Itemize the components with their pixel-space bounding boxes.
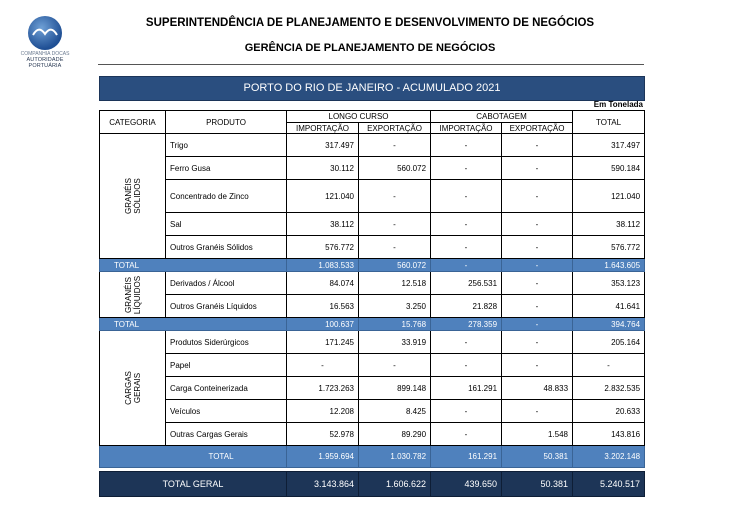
subtotal-cab-importacao: -	[431, 259, 502, 272]
cell-cab-exportacao: -	[502, 272, 573, 295]
subtotal-row	[100, 318, 645, 331]
cell-cab-exportacao: -	[502, 331, 573, 354]
subtotal-label: TOTAL	[100, 259, 287, 272]
product-name: Concentrado de Zinco	[166, 180, 287, 213]
cell-lc-importacao: 121.040	[287, 180, 359, 213]
cell-cab-exportacao: -	[502, 400, 573, 423]
cell-lc-importacao: 38.112	[287, 213, 359, 236]
category-label	[124, 166, 142, 226]
cell-lc-importacao: 16.563	[287, 295, 359, 318]
table-row	[100, 180, 645, 213]
product-name: Veículos	[166, 400, 287, 423]
header-produto: PRODUTO	[166, 111, 287, 134]
cell-lc-exportacao: -	[359, 180, 431, 213]
header-lc-exportacao: EXPORTAÇÃO	[359, 123, 431, 134]
cell-cab-importacao: -	[431, 354, 502, 377]
subtotal-lc-exportacao: 15.768	[359, 318, 431, 331]
page-subtitle: GERÊNCIA DE PLANEJAMENTO DE NEGÓCIOS	[244, 42, 496, 54]
cell-lc-importacao: 30.112	[287, 157, 359, 180]
product-name: Ferro Gusa	[166, 157, 287, 180]
cell-lc-exportacao: 12.518	[359, 272, 431, 295]
report-banner: PORTO DO RIO DE JANEIRO - ACUMULADO 2021	[99, 76, 645, 101]
cell-cab-exportacao: 1.548	[502, 423, 573, 446]
cell-total: 41.641	[573, 295, 645, 318]
product-name: Derivados / Álcool	[166, 272, 287, 295]
subtotal-label: TOTAL	[100, 446, 287, 468]
cell-cab-exportacao: -	[502, 354, 573, 377]
cell-cab-exportacao: -	[502, 213, 573, 236]
subtotal-lc-importacao: 1.959.694	[287, 446, 359, 468]
product-name: Outros Granéis Líquidos	[166, 295, 287, 318]
category-label	[124, 358, 142, 418]
cell-cab-importacao: 161.291	[431, 377, 502, 400]
subtotal-total: 394.764	[573, 318, 645, 331]
cell-cab-exportacao: 48.833	[502, 377, 573, 400]
product-name: Carga Conteinerizada	[166, 377, 287, 400]
subtotal-cab-exportacao: -	[502, 259, 573, 272]
header-cabotagem: CABOTAGEM	[431, 111, 573, 123]
subtotal-total: 3.202.148	[573, 446, 645, 468]
subtotal-label: TOTAL	[100, 318, 287, 331]
category-label-line: GRANÉIS	[123, 276, 133, 313]
unit-label: Em Tonelada	[593, 100, 643, 109]
category-cell	[100, 134, 166, 259]
cell-lc-importacao: 1.723.263	[287, 377, 359, 400]
cell-total: -	[573, 354, 645, 377]
cell-cab-importacao: -	[431, 180, 502, 213]
cell-total: 317.497	[573, 134, 645, 157]
cell-total: 2.832.535	[573, 377, 645, 400]
cell-lc-exportacao: -	[359, 134, 431, 157]
cell-lc-importacao: 171.245	[287, 331, 359, 354]
subtotal-lc-importacao: 1.083.533	[287, 259, 359, 272]
table-row	[100, 213, 645, 236]
cell-cab-importacao: 21.828	[431, 295, 502, 318]
category-label-line: CARGAS	[123, 371, 133, 405]
subtotal-cab-exportacao: 50.381	[502, 446, 573, 468]
header-lc-importacao: IMPORTAÇÃO	[287, 123, 359, 134]
table-row	[100, 331, 645, 354]
subtotal-cab-importacao: 161.291	[431, 446, 502, 468]
wave-icon	[32, 26, 58, 40]
company-logo	[10, 16, 80, 68]
product-name: Sal	[166, 213, 287, 236]
cell-lc-importacao: -	[287, 354, 359, 377]
cell-total: 205.164	[573, 331, 645, 354]
cell-cab-exportacao: -	[502, 236, 573, 259]
cell-lc-exportacao: 3.250	[359, 295, 431, 318]
header-divider	[98, 64, 644, 65]
cell-cab-importacao: -	[431, 400, 502, 423]
table-row	[100, 354, 645, 377]
table-row	[100, 272, 645, 295]
product-name: Outros Granéis Sólidos	[166, 236, 287, 259]
header-cab-importacao: IMPORTAÇÃO	[431, 123, 502, 134]
cell-total: 353.123	[573, 272, 645, 295]
grand-total-total: 5.240.517	[573, 472, 645, 497]
header-total: TOTAL	[573, 111, 645, 134]
table-row	[100, 400, 645, 423]
product-name: Outras Cargas Gerais	[166, 423, 287, 446]
grand-total-label: TOTAL GERAL	[100, 472, 287, 497]
cell-total: 576.772	[573, 236, 645, 259]
cargo-table	[99, 110, 645, 497]
category-cell	[100, 331, 166, 446]
category-label-line: LÍQUIDOS	[132, 275, 142, 314]
cell-cab-importacao: -	[431, 157, 502, 180]
cell-total: 20.633	[573, 400, 645, 423]
cell-lc-exportacao: -	[359, 354, 431, 377]
cell-total: 121.040	[573, 180, 645, 213]
category-label	[124, 272, 142, 318]
subtotal-cab-importacao: 278.359	[431, 318, 502, 331]
subtotal-lc-exportacao: 1.030.782	[359, 446, 431, 468]
table-row	[100, 134, 645, 157]
cell-lc-importacao: 12.208	[287, 400, 359, 423]
cell-lc-exportacao: 560.072	[359, 157, 431, 180]
cell-lc-exportacao: 33.919	[359, 331, 431, 354]
cell-total: 38.112	[573, 213, 645, 236]
subtotal-row	[100, 259, 645, 272]
subtotal-lc-importacao: 100.637	[287, 318, 359, 331]
cell-cab-importacao: -	[431, 423, 502, 446]
grand-total-row	[100, 472, 645, 497]
cell-lc-importacao: 52.978	[287, 423, 359, 446]
category-label-line: GRANÉIS	[123, 178, 133, 215]
table-row	[100, 423, 645, 446]
cell-cab-importacao: 256.531	[431, 272, 502, 295]
logo-name: AUTORIDADE PORTUÁRIA	[26, 57, 64, 69]
cell-total: 590.184	[573, 157, 645, 180]
grand-total-lc-importacao: 3.143.864	[287, 472, 359, 497]
category-label-line: SÓLIDOS	[132, 178, 142, 214]
cell-cab-importacao: -	[431, 134, 502, 157]
cell-lc-exportacao: 899.148	[359, 377, 431, 400]
subtotal-cab-exportacao: -	[502, 318, 573, 331]
table-row	[100, 157, 645, 180]
cell-total: 143.816	[573, 423, 645, 446]
table-row	[100, 295, 645, 318]
cell-lc-exportacao: -	[359, 213, 431, 236]
cell-lc-exportacao: -	[359, 236, 431, 259]
grand-total-lc-exportacao: 1.606.622	[359, 472, 431, 497]
header-cab-exportacao: EXPORTAÇÃO	[502, 123, 573, 134]
category-label-line: GERAIS	[132, 372, 142, 404]
grand-total-cab-exportacao: 50.381	[502, 472, 573, 497]
cell-cab-exportacao: -	[502, 134, 573, 157]
category-cell	[100, 272, 166, 318]
product-name: Trigo	[166, 134, 287, 157]
cell-cab-importacao: -	[431, 213, 502, 236]
grand-total-cab-importacao: 439.650	[431, 472, 502, 497]
product-name: Produtos Siderúrgicos	[166, 331, 287, 354]
cell-lc-importacao: 317.497	[287, 134, 359, 157]
cell-lc-exportacao: 8.425	[359, 400, 431, 423]
page-title: SUPERINTENDÊNCIA DE PLANEJAMENTO E DESENVOLVIMENTO DE NEGÓCIOS	[145, 17, 595, 29]
cell-cab-importacao: -	[431, 331, 502, 354]
cell-lc-importacao: 84.074	[287, 272, 359, 295]
header-categoria: CATEGORIA	[100, 111, 166, 134]
table-row	[100, 377, 645, 400]
cell-lc-importacao: 576.772	[287, 236, 359, 259]
table-row	[100, 236, 645, 259]
subtotal-lc-exportacao: 560.072	[359, 259, 431, 272]
subtotal-row	[100, 446, 645, 468]
cell-cab-exportacao: -	[502, 157, 573, 180]
cell-cab-exportacao: -	[502, 295, 573, 318]
product-name: Papel	[166, 354, 287, 377]
cell-lc-exportacao: 89.290	[359, 423, 431, 446]
subtotal-total: 1.643.605	[573, 259, 645, 272]
logo-tagline: COMPANHIA DOCAS	[20, 51, 70, 57]
header-longo-curso: LONGO CURSO	[287, 111, 431, 123]
cell-cab-exportacao: -	[502, 180, 573, 213]
cell-cab-importacao: -	[431, 236, 502, 259]
